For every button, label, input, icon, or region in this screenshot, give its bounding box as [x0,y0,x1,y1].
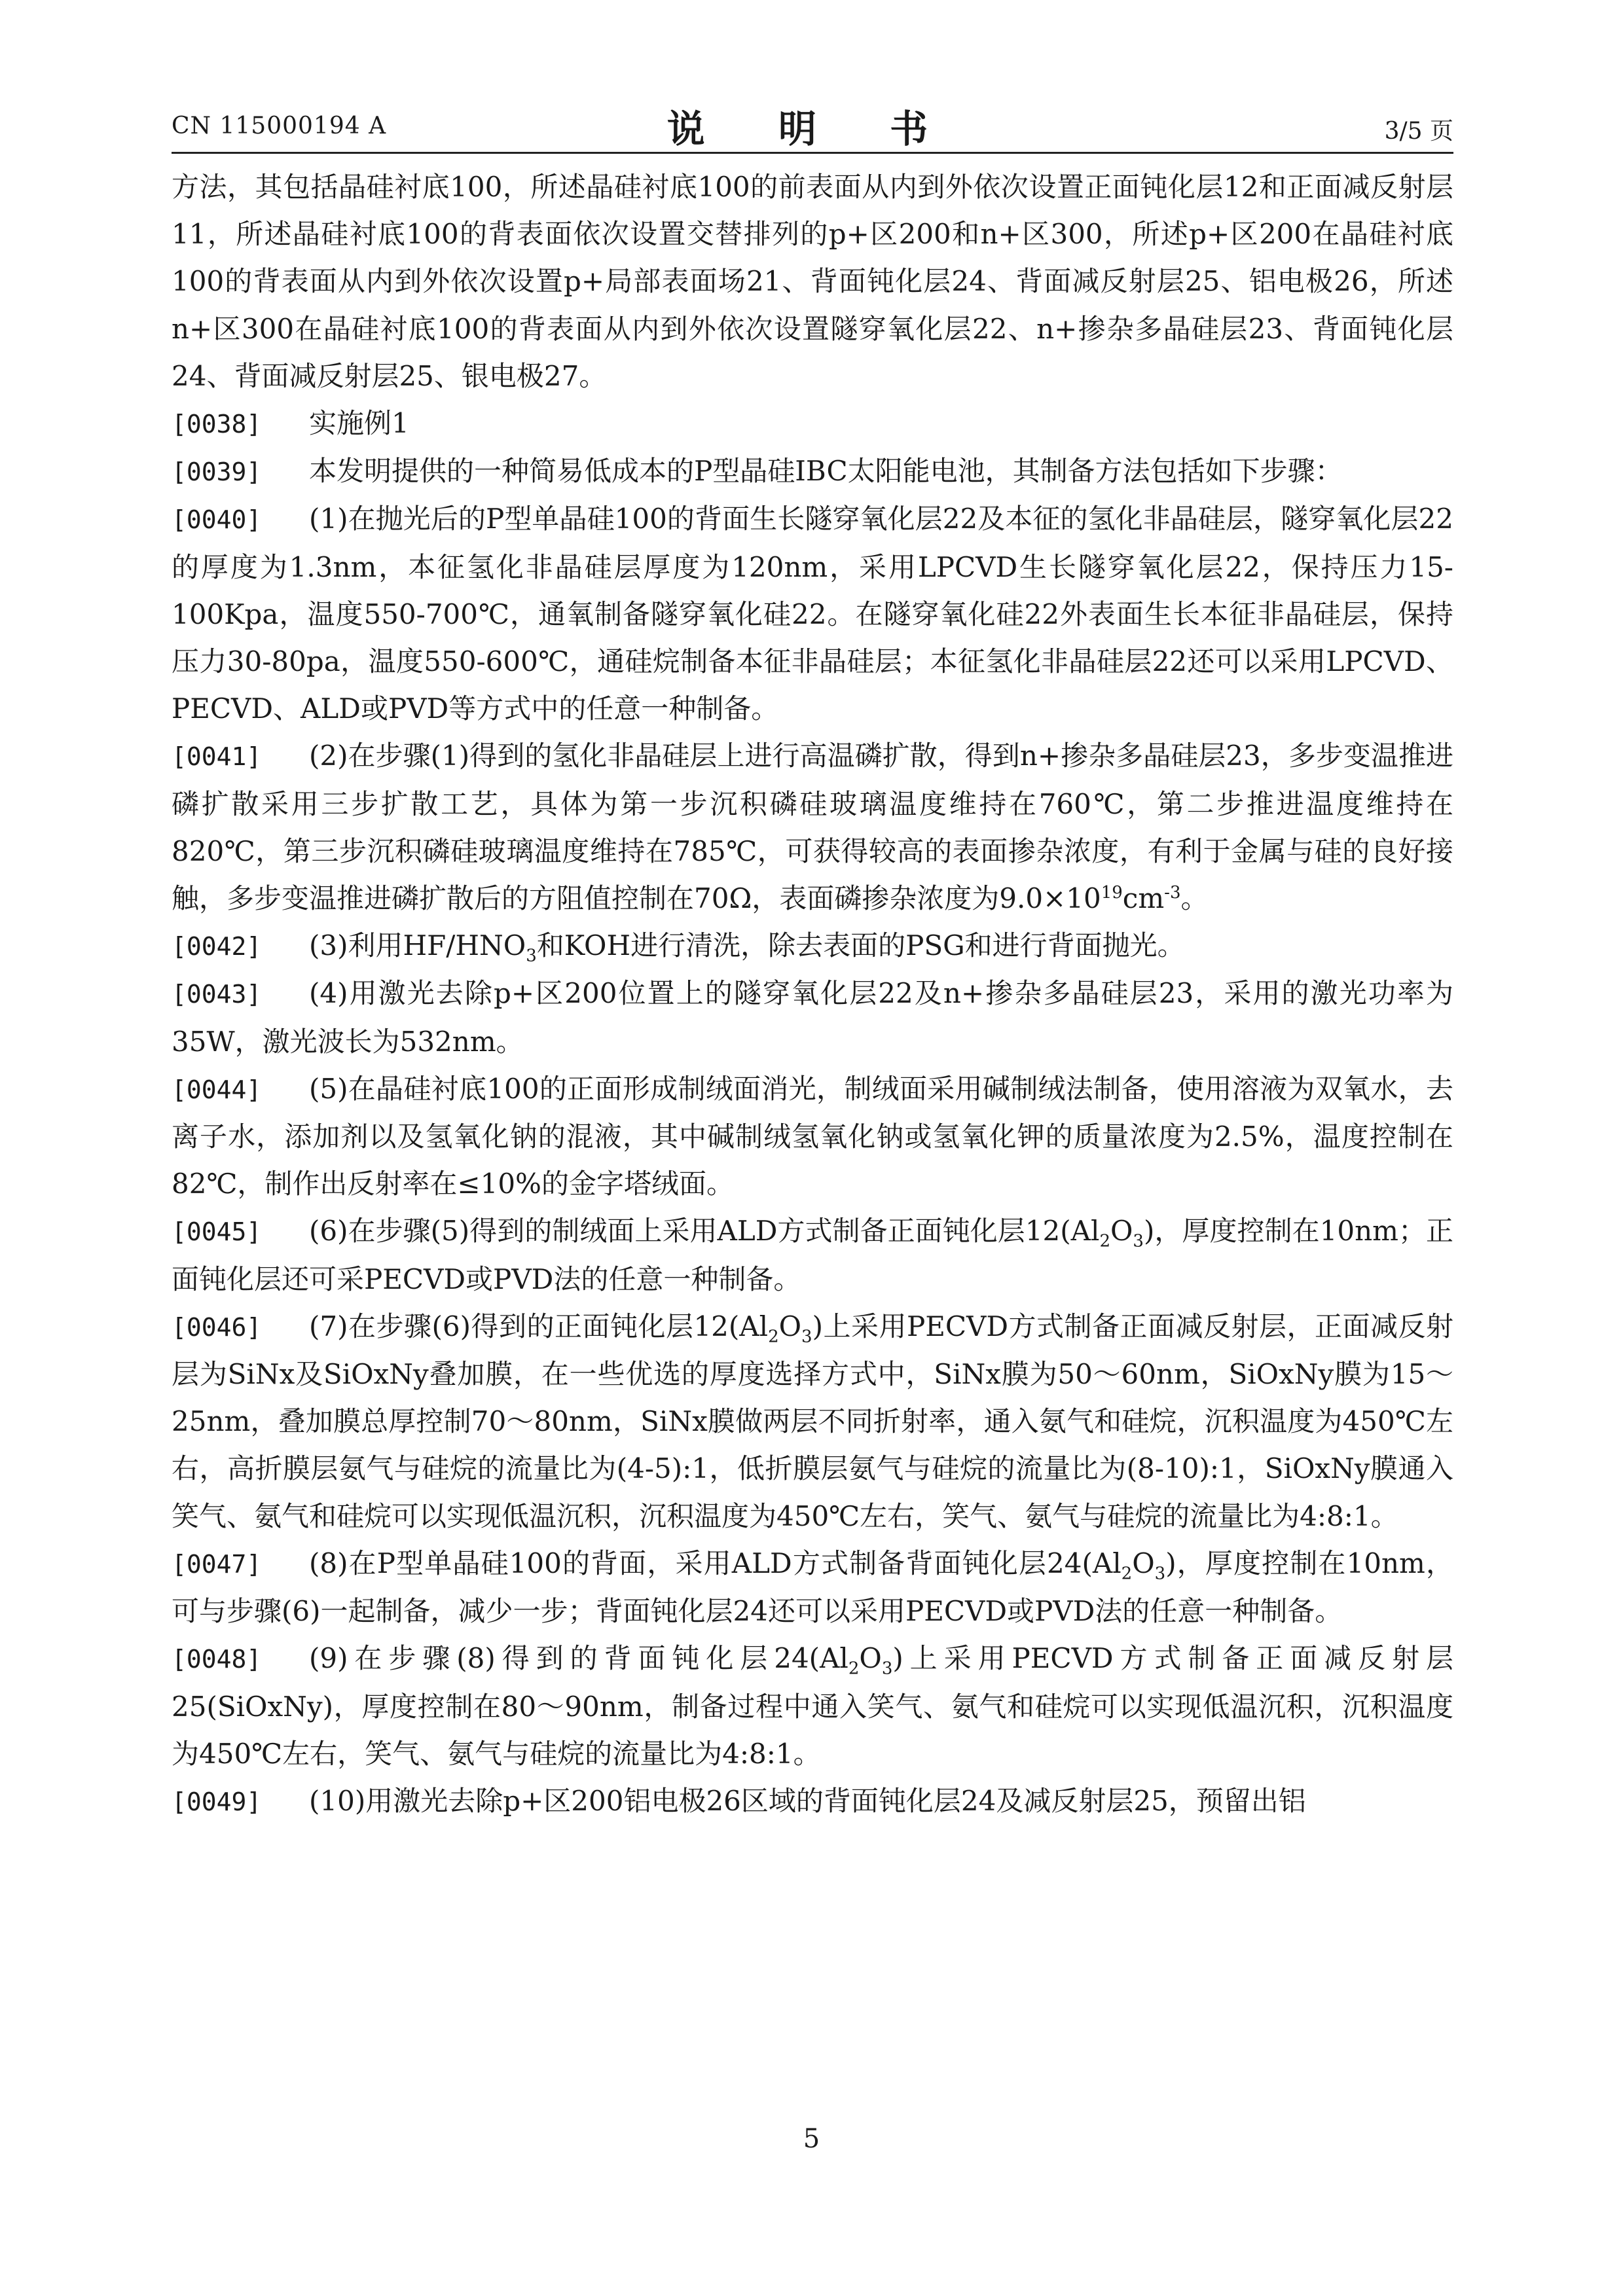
paragraph-0039: [0039] 本发明提供的一种简易低成本的P型晶硅IBC太阳能电池，其制备方法包括如下步骤： [172,448,1453,495]
paragraph-number: [0047] [172,1549,262,1579]
patent-number: CN 115000194 A [172,113,387,139]
paragraph-0047: [0047] (8)在P型单晶硅100的背面，采用ALD方式制备背面钝化层$24(Al_2O_3)$，厚度控制在10nm，可与步骤(6)一起制备，减少一步；背面钝化层24还可以采用PECVD或PVD法的任意一种制备。 [172,1540,1453,1635]
page-header [172,98,1453,151]
paragraph-number: [0041] [172,742,262,772]
paragraph-0045: [0045] (6)在步骤(5)得到的制绒面上采用ALD方式制备正面钝化层$12(Al_2O_3)$，厚度控制在10nm；正面钝化层还可采PECVD或PVD法的任意一种制备。 [172,1208,1453,1302]
paragraph-number: [0044] [172,1075,262,1104]
paragraph-number: [0049] [172,1787,262,1816]
paragraph-continued: 方法，其包括晶硅衬底100，所述晶硅衬底100的前表面从内到外依次设置正面钝化层12和正面减反射层11，所述晶硅衬底100的背表面依次设置交替排列的p+区200和n+区300，所述p+区200在晶硅衬底100的背表面从内到外依次设置p+局部表面场21、背面钝化层24、背面减反射层25、铝电极26，所述n+区300在晶硅衬底100的背表面从内到外依次设置隧穿氧化层22、n+掺杂多晶硅层23、背面钝化层24、背面减反射层25、银电极27。 [172,171,1453,392]
paragraph-number: [0045] [172,1217,262,1247]
paragraph-number: [0039] [172,457,262,487]
paragraph-0038: [0038] 实施例1 [172,400,1453,448]
paragraph-0049: [0049] (10)用激光去除p+区200铝电极26区域的背面钝化层24及减反射层25，预留出铝 [172,1778,1453,1825]
page-reference: 3/5 页 [1384,118,1453,145]
paragraph-number: [0038] [172,410,262,439]
page-number: 5 [803,2124,820,2154]
paragraph-0044: [0044] (5)在晶硅衬底100的正面形成制绒面消光，制绒面采用碱制绒法制备，使用溶液为双氧水，去离子水，添加剂以及氢氧化钠的混液，其中碱制绒氢氧化钠或氢氧化钾的质量浓度为2.5%，温度控制在82℃，制作出反射率在≤10%的金字塔绒面。 [172,1066,1453,1208]
paragraph-0043: [0043] (4)用激光去除p+区200位置上的隧穿氧化层22及n+掺杂多晶硅层23，采用的激光功率为35W，激光波长为532nm。 [172,970,1453,1065]
paragraph-0040: [0040] (1)在抛光后的P型单晶硅100的背面生长隧穿氧化层22及本征的氢化非晶硅层，隧穿氧化层22的厚度为1.3nm，本征氢化非晶硅层厚度为120nm，采用LPCVD生长隧穿氧化层22，保持压力15-100Kpa，温度550-700℃，通氧制备隧穿氧化硅22。在隧穿氧化硅22外表面生长本征非晶硅层，保持压力30-80pa，温度550-600℃，通硅烷制备本征非晶硅层；本征氢化非晶硅层22还可以采用LPCVD、PECVD、ALD或PVD等方式中的任意一种制备。 [172,495,1453,732]
header-rule [172,152,1453,154]
paragraph-number: [0048] [172,1645,262,1674]
paragraph-number: [0043] [172,980,262,1009]
document-body [172,164,1453,1825]
paragraph-number: [0040] [172,505,262,535]
paragraph-0048: [0048] (9)在步骤(8)得到的背面钝化层$24(Al_2O_3)$上采用PECVD方式制备正面减反射层25(SiOxNy)，厚度控制在80～90nm，制备过程中通入笑气、氨气和硅烷可以实现低温沉积，沉积温度为450℃左右，笑气、氨气与硅烷的流量比为4:8:1。 [172,1635,1453,1778]
paragraph-0046: [0046] (7)在步骤(6)得到的正面钝化层$12(Al_2O_3)$上采用PECVD方式制备正面减反射层，正面减反射层为SiNx及SiOxNy叠加膜，在一些优选的厚度选择方式中，SiNx膜为50～60nm，SiOxNy膜为15～25nm，叠加膜总厚控制70～80nm，SiNx膜做两层不同折射率，通入氨气和硅烷，沉积温度为450℃左右，高折膜层氨气与硅烷的流量比为(4-5):1，低折膜层氨气与硅烷的流量比为(8-10):1，SiOxNy膜通入笑气、氨气和硅烷可以实现低温沉积，沉积温度为450℃左右，笑气、氨气与硅烷的流量比为4:8:1。 [172,1303,1453,1540]
paragraph-0042: [0042] (3)利用$HF/HNO_3$和KOH进行清洗，除去表面的PSG和进行背面抛光。 [172,922,1453,970]
paragraph-number: [0042] [172,932,262,961]
document-title: 说 明 书 [666,107,958,151]
paragraph-number: [0046] [172,1312,262,1342]
paragraph-0041: [0041] (2)在步骤(1)得到的氢化非晶硅层上进行高温磷扩散，得到n+掺杂多晶硅层23，多步变温推进磷扩散采用三步扩散工艺，具体为第一步沉积磷硅玻璃温度维持在760℃，第二步推进温度维持在820℃，第三步沉积磷硅玻璃温度维持在785℃，可获得较高的表面掺杂浓度，有利于金属与硅的良好接触，多步变温推进磷扩散后的方阻值控制在70Ω，表面磷掺杂浓度为$9.0\times 10^{19}cm^{-3}$。 [172,732,1453,922]
